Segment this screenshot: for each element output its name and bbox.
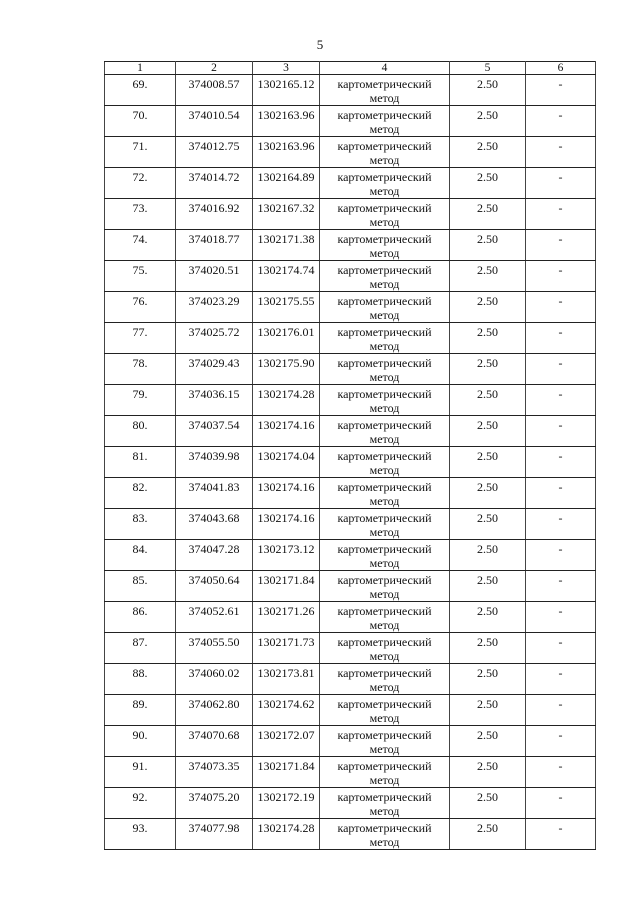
error-value-cell: 2.50 [450, 509, 526, 540]
method-line-1: картометрический [337, 790, 432, 804]
table-row [105, 788, 596, 819]
method-line-1: картометрический [337, 728, 432, 742]
table-row [105, 168, 596, 199]
method-line-2: метод [369, 711, 400, 725]
error-value-cell: 2.50 [450, 602, 526, 633]
y-coordinate-cell: 1302163.96 [253, 106, 320, 137]
description-cell: - [526, 416, 596, 447]
description-cell: - [526, 354, 596, 385]
table-row [105, 385, 596, 416]
description-cell: - [526, 633, 596, 664]
error-value-cell: 2.50 [450, 137, 526, 168]
table-row [105, 602, 596, 633]
y-coordinate-cell: 1302171.84 [253, 571, 320, 602]
point-number-cell: 87. [105, 633, 176, 664]
method-line-2: метод [369, 246, 400, 260]
description-cell: - [526, 788, 596, 819]
description-cell: - [526, 509, 596, 540]
table-row [105, 261, 596, 292]
description-cell: - [526, 75, 596, 106]
table-row [105, 416, 596, 447]
point-number-cell: 82. [105, 478, 176, 509]
table-row [105, 75, 596, 106]
y-coordinate-cell: 1302173.12 [253, 540, 320, 571]
error-value-cell: 2.50 [450, 168, 526, 199]
x-coordinate-cell: 374050.64 [176, 571, 253, 602]
error-value-cell: 2.50 [450, 106, 526, 137]
point-number-cell: 76. [105, 292, 176, 323]
point-number-cell: 92. [105, 788, 176, 819]
table-row [105, 199, 596, 230]
description-cell: - [526, 230, 596, 261]
method-line-2: метод [369, 649, 400, 663]
method-cell [320, 106, 450, 137]
error-value-cell: 2.50 [450, 819, 526, 850]
method-line-1: картометрический [337, 294, 432, 308]
description-cell: - [526, 385, 596, 416]
description-cell: - [526, 571, 596, 602]
y-coordinate-cell: 1302163.96 [253, 137, 320, 168]
description-cell: - [526, 106, 596, 137]
description-cell: - [526, 602, 596, 633]
method-cell [320, 633, 450, 664]
x-coordinate-cell: 374077.98 [176, 819, 253, 850]
error-value-cell: 2.50 [450, 354, 526, 385]
y-coordinate-cell: 1302174.16 [253, 478, 320, 509]
point-number-cell: 77. [105, 323, 176, 354]
x-coordinate-cell: 374075.20 [176, 788, 253, 819]
x-coordinate-cell: 374037.54 [176, 416, 253, 447]
point-number-cell: 85. [105, 571, 176, 602]
column-header-5: 5 [450, 62, 526, 75]
column-header-1: 1 [105, 62, 176, 75]
table-row [105, 447, 596, 478]
y-coordinate-cell: 1302174.62 [253, 695, 320, 726]
point-number-cell: 73. [105, 199, 176, 230]
error-value-cell: 2.50 [450, 75, 526, 106]
error-value-cell: 2.50 [450, 385, 526, 416]
page-number: 5 [316, 37, 324, 52]
y-coordinate-cell: 1302165.12 [253, 75, 320, 106]
method-line-1: картометрический [337, 356, 432, 370]
x-coordinate-cell: 374023.29 [176, 292, 253, 323]
description-cell: - [526, 292, 596, 323]
description-cell: - [526, 695, 596, 726]
point-number-cell: 81. [105, 447, 176, 478]
error-value-cell: 2.50 [450, 416, 526, 447]
table-row [105, 695, 596, 726]
method-line-1: картометрический [337, 635, 432, 649]
y-coordinate-cell: 1302175.90 [253, 354, 320, 385]
x-coordinate-cell: 374025.72 [176, 323, 253, 354]
error-value-cell: 2.50 [450, 788, 526, 819]
method-line-1: картометрический [337, 139, 432, 153]
x-coordinate-cell: 374008.57 [176, 75, 253, 106]
method-cell [320, 819, 450, 850]
y-coordinate-cell: 1302171.26 [253, 602, 320, 633]
method-line-1: картометрический [337, 170, 432, 184]
x-coordinate-cell: 374062.80 [176, 695, 253, 726]
y-coordinate-cell: 1302172.07 [253, 726, 320, 757]
x-coordinate-cell: 374020.51 [176, 261, 253, 292]
y-coordinate-cell: 1302174.16 [253, 416, 320, 447]
method-line-2: метод [369, 804, 400, 818]
table-row [105, 106, 596, 137]
y-coordinate-cell: 1302174.28 [253, 819, 320, 850]
y-coordinate-cell: 1302172.19 [253, 788, 320, 819]
point-number-cell: 89. [105, 695, 176, 726]
method-cell [320, 292, 450, 323]
method-cell [320, 230, 450, 261]
method-line-1: картометрический [337, 666, 432, 680]
point-number-cell: 80. [105, 416, 176, 447]
y-coordinate-cell: 1302174.28 [253, 385, 320, 416]
method-line-1: картометрический [337, 201, 432, 215]
description-cell: - [526, 757, 596, 788]
error-value-cell: 2.50 [450, 664, 526, 695]
method-line-2: метод [369, 184, 400, 198]
method-line-1: картометрический [337, 325, 432, 339]
column-header-2: 2 [176, 62, 253, 75]
column-header-6: 6 [526, 62, 596, 75]
y-coordinate-cell: 1302167.32 [253, 199, 320, 230]
y-coordinate-cell: 1302173.81 [253, 664, 320, 695]
method-line-2: метод [369, 463, 400, 477]
method-line-2: метод [369, 835, 400, 849]
table-row [105, 540, 596, 571]
table-row [105, 726, 596, 757]
x-coordinate-cell: 374047.28 [176, 540, 253, 571]
method-line-2: метод [369, 215, 400, 229]
method-line-1: картометрический [337, 480, 432, 494]
description-cell: - [526, 137, 596, 168]
method-cell [320, 571, 450, 602]
table-row [105, 292, 596, 323]
error-value-cell: 2.50 [450, 323, 526, 354]
error-value-cell: 2.50 [450, 757, 526, 788]
y-coordinate-cell: 1302174.04 [253, 447, 320, 478]
error-value-cell: 2.50 [450, 199, 526, 230]
method-cell [320, 354, 450, 385]
table-row [105, 323, 596, 354]
point-number-cell: 74. [105, 230, 176, 261]
point-number-cell: 86. [105, 602, 176, 633]
column-header-3: 3 [253, 62, 320, 75]
method-line-2: метод [369, 308, 400, 322]
point-number-cell: 79. [105, 385, 176, 416]
x-coordinate-cell: 374018.77 [176, 230, 253, 261]
table-row [105, 757, 596, 788]
method-cell [320, 447, 450, 478]
x-coordinate-cell: 374036.15 [176, 385, 253, 416]
x-coordinate-cell: 374043.68 [176, 509, 253, 540]
description-cell: - [526, 447, 596, 478]
description-cell: - [526, 478, 596, 509]
y-coordinate-cell: 1302171.38 [253, 230, 320, 261]
table-row [105, 230, 596, 261]
point-number-cell: 72. [105, 168, 176, 199]
point-number-cell: 88. [105, 664, 176, 695]
method-line-2: метод [369, 401, 400, 415]
method-line-2: метод [369, 91, 400, 105]
point-number-cell: 83. [105, 509, 176, 540]
table-row [105, 819, 596, 850]
error-value-cell: 2.50 [450, 695, 526, 726]
method-line-1: картометрический [337, 573, 432, 587]
method-line-2: метод [369, 556, 400, 570]
method-line-1: картометрический [337, 759, 432, 773]
table-header-row [105, 62, 596, 75]
point-number-cell: 71. [105, 137, 176, 168]
method-line-2: метод [369, 742, 400, 756]
column-header-4: 4 [320, 62, 450, 75]
x-coordinate-cell: 374041.83 [176, 478, 253, 509]
method-line-2: метод [369, 773, 400, 787]
x-coordinate-cell: 374014.72 [176, 168, 253, 199]
point-number-cell: 69. [105, 75, 176, 106]
point-number-cell: 90. [105, 726, 176, 757]
y-coordinate-cell: 1302171.84 [253, 757, 320, 788]
error-value-cell: 2.50 [450, 292, 526, 323]
method-line-2: метод [369, 370, 400, 384]
method-line-1: картометрический [337, 263, 432, 277]
x-coordinate-cell: 374052.61 [176, 602, 253, 633]
y-coordinate-cell: 1302174.16 [253, 509, 320, 540]
method-line-1: картометрический [337, 604, 432, 618]
x-coordinate-cell: 374016.92 [176, 199, 253, 230]
method-line-1: картометрический [337, 108, 432, 122]
method-cell [320, 757, 450, 788]
method-line-1: картометрический [337, 232, 432, 246]
method-cell [320, 602, 450, 633]
method-cell [320, 416, 450, 447]
method-line-2: метод [369, 680, 400, 694]
method-line-2: метод [369, 122, 400, 136]
method-cell [320, 509, 450, 540]
error-value-cell: 2.50 [450, 230, 526, 261]
method-cell [320, 199, 450, 230]
table-row [105, 664, 596, 695]
method-cell [320, 261, 450, 292]
y-coordinate-cell: 1302174.74 [253, 261, 320, 292]
method-cell [320, 726, 450, 757]
error-value-cell: 2.50 [450, 540, 526, 571]
y-coordinate-cell: 1302164.89 [253, 168, 320, 199]
x-coordinate-cell: 374070.68 [176, 726, 253, 757]
method-line-2: метод [369, 153, 400, 167]
point-number-cell: 91. [105, 757, 176, 788]
method-line-1: картометрический [337, 511, 432, 525]
point-number-cell: 78. [105, 354, 176, 385]
method-line-2: метод [369, 525, 400, 539]
method-line-1: картометрический [337, 449, 432, 463]
table-row [105, 354, 596, 385]
error-value-cell: 2.50 [450, 633, 526, 664]
table-row [105, 509, 596, 540]
method-cell [320, 323, 450, 354]
x-coordinate-cell: 374060.02 [176, 664, 253, 695]
method-cell [320, 75, 450, 106]
method-line-1: картометрический [337, 418, 432, 432]
method-line-1: картометрический [337, 387, 432, 401]
method-cell [320, 137, 450, 168]
error-value-cell: 2.50 [450, 447, 526, 478]
description-cell: - [526, 540, 596, 571]
table-row [105, 571, 596, 602]
method-line-2: метод [369, 494, 400, 508]
method-cell [320, 664, 450, 695]
x-coordinate-cell: 374029.43 [176, 354, 253, 385]
point-number-cell: 93. [105, 819, 176, 850]
x-coordinate-cell: 374039.98 [176, 447, 253, 478]
method-line-2: метод [369, 618, 400, 632]
point-number-cell: 84. [105, 540, 176, 571]
description-cell: - [526, 726, 596, 757]
description-cell: - [526, 168, 596, 199]
description-cell: - [526, 199, 596, 230]
method-line-2: метод [369, 339, 400, 353]
table-row [105, 137, 596, 168]
error-value-cell: 2.50 [450, 726, 526, 757]
x-coordinate-cell: 374010.54 [176, 106, 253, 137]
method-line-2: метод [369, 432, 400, 446]
method-cell [320, 540, 450, 571]
method-line-2: метод [369, 587, 400, 601]
method-line-1: картометрический [337, 77, 432, 91]
error-value-cell: 2.50 [450, 261, 526, 292]
method-line-1: картометрический [337, 821, 432, 835]
method-cell [320, 478, 450, 509]
method-line-1: картометрический [337, 542, 432, 556]
table-body [105, 75, 596, 850]
point-number-cell: 75. [105, 261, 176, 292]
method-cell [320, 788, 450, 819]
y-coordinate-cell: 1302175.55 [253, 292, 320, 323]
table-row [105, 633, 596, 664]
description-cell: - [526, 323, 596, 354]
y-coordinate-cell: 1302176.01 [253, 323, 320, 354]
x-coordinate-cell: 374012.75 [176, 137, 253, 168]
error-value-cell: 2.50 [450, 478, 526, 509]
error-value-cell: 2.50 [450, 571, 526, 602]
y-coordinate-cell: 1302171.73 [253, 633, 320, 664]
coordinates-table [104, 61, 596, 850]
x-coordinate-cell: 374073.35 [176, 757, 253, 788]
description-cell: - [526, 664, 596, 695]
method-line-1: картометрический [337, 697, 432, 711]
point-number-cell: 70. [105, 106, 176, 137]
method-cell [320, 385, 450, 416]
method-cell [320, 695, 450, 726]
method-line-2: метод [369, 277, 400, 291]
method-cell [320, 168, 450, 199]
x-coordinate-cell: 374055.50 [176, 633, 253, 664]
description-cell: - [526, 261, 596, 292]
table-row [105, 478, 596, 509]
description-cell: - [526, 819, 596, 850]
